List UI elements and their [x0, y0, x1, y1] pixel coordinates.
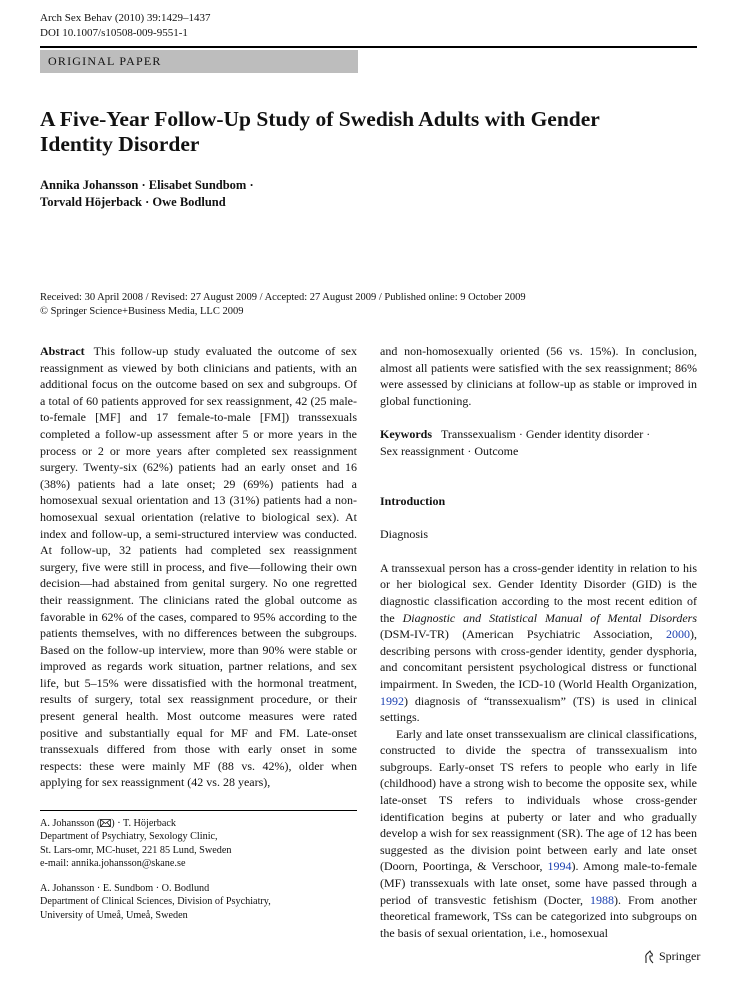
footnote-rule [40, 810, 357, 811]
affiliation-1-author-b: ) · T. Höjerback [111, 818, 176, 829]
diagnosis-subheading: Diagnosis [380, 527, 428, 542]
intro-p1-text-b: (DSM-IV-TR) (American Psychiatric Association, [380, 627, 666, 642]
publisher-name: Springer [659, 949, 701, 963]
springer-horse-icon [643, 950, 655, 964]
article-title [40, 107, 640, 157]
affiliation-1 [40, 817, 357, 871]
intro-p1-text-c: ), describing persons with cross-gender identity, gender dysphoria, and concomitant persistent psychological distress or functional impairment. In Sweden, the ICD-10 (World Health Organization, [380, 627, 697, 691]
title-line-2: Identity Disorder [40, 132, 200, 156]
abstract-heading: Abstract [40, 344, 85, 358]
right-column [380, 343, 697, 941]
article-type-banner: ORIGINAL PAPER [40, 50, 358, 73]
affiliation-2-dept: Department of Clinical Sciences, Division of Psychiatry, [40, 896, 271, 908]
copyright: © Springer Science+Business Media, LLC 2009 [40, 306, 244, 317]
keywords-line-1: Transsexualism · Gender identity disorder · [441, 427, 651, 442]
intro-p2-text-c: ). From another theoretical framework, TSs can be categorized into subgroups on the basis of sexual orientation, i.e., homosexual [380, 892, 697, 940]
left-column [40, 343, 357, 791]
citation-link-1994[interactable]: 1994 [547, 859, 572, 874]
affiliation-1-dept: Department of Psychiatry, Sexology Clinic, [40, 831, 218, 843]
publication-history [40, 291, 700, 319]
envelope-icon [100, 819, 111, 827]
intro-paragraph-2 [380, 726, 697, 942]
received-dates: Received: 30 April 2008 / Revised: 27 August 2009 / Accepted: 27 August 2009 / Published online: 9 October 2009 [40, 292, 526, 303]
citation-link-1992[interactable]: 1992 [380, 693, 404, 708]
affiliation-1-address: St. Lars-omr, MC-huset, 221 85 Lund, Sweden [40, 844, 232, 856]
affiliation-1-author-a: A. Johansson ( [40, 818, 101, 829]
abstract-continuation: and non-homosexually oriented (56 vs. 15%). In conclusion, almost all patients were satisfied with the sex reassignment; 86% were assessed by clinicians at follow-up as stable or improved in global functioning. [380, 344, 697, 408]
abstract-paragraph [40, 343, 357, 791]
affiliation-1-authors [40, 817, 357, 830]
author-list [40, 177, 440, 211]
affiliation-1-email[interactable]: e-mail: annika.johansson@skane.se [40, 858, 186, 870]
abstract-text-left: This follow-up study evaluated the outcome of sex reassignment as viewed by both clinicians and patients, with an additional focus on the outcome based on sex and subgroups. Of a total of 60 patients approved for sex reassignment, 42 (25 male-to-female [MF] and 17 female-to-male [FM]) transsexuals completed a follow-up assessment after 5 or more years in the process or 2 or more years after completed sex reassignment surgery. Twenty-six (62%) patients had an early onset and 16 (38%) patients had a late onset; 29 (69%) patients had a homosexual sexual orientation and 13 (31%) patients had a non-homosexual sexual orientation (relative to biological sex). At index and follow-up, a semi-structured interview was conducted. At follow-up, 32 patients had completed sex reassignment surgery, five were still in process, and five—following their own decision—had abstained from genital surgery. No one regretted their reassignment. The clinicians rated the global outcome as favorable in 62% of the cases, compared to 95% according to the patients themselves, with no differences between the subgroups. Based on the follow-up interview, more than 90% were stable or improved as regards work situation, partner relations, and sex life, but 5–15% were dissatisfied with the hormonal treatment, results of surgery, total sex reassignment procedure, or their present general health. Most outcome measures were rated positive and substantially equal for MF and FM. Late-onset transsexuals differed from those with early onset in some respects: these were mainly MF (88 vs. 42%), older when applying for sex reassignment (42 vs. 28 years), [40, 344, 357, 790]
citation-link-2000[interactable]: 2000 [666, 627, 690, 642]
journal-citation: Arch Sex Behav (2010) 39:1429–1437 [40, 12, 211, 24]
keywords-heading: Keywords [380, 427, 432, 442]
intro-p2-text-b: ). Among male-to-female (MF) transsexuals with late onset, some have passed through a period of transvestic fetishism (Docter, [380, 859, 697, 907]
dsm-title: Diagnostic and Statistical Manual of Mental Disorders [402, 610, 697, 625]
introduction-heading: Introduction [380, 493, 446, 508]
affiliation-2-authors: A. Johansson · E. Sundbom · O. Bodlund [40, 883, 210, 894]
keywords-paragraph [380, 426, 697, 459]
intro-p1-text-d: ) diagnosis of “transsexualism” (TS) is used in clinical settings. [380, 693, 697, 725]
journal-header [40, 11, 210, 41]
header-rule [40, 46, 697, 48]
authors-line-1: Annika Johansson · Elisabet Sundbom · [40, 178, 254, 192]
title-line-1: A Five-Year Follow-Up Study of Swedish Adults with Gender [40, 107, 600, 131]
intro-paragraph-1 [380, 560, 697, 726]
intro-p2-text-a: Early and late onset transsexualism are clinical classifications, constructed to divide the spectra of transsexualism into subgroups. Early-onset TS refers to people who early in life (childhood) have a strong wish to become the opposite sex, while late-onset TS refers to individuals whose cross-gender identification begins at puberty or later and who gradually develop a wish for sex reassignment (SR). The age of 12 has been suggested as the division point between early and late onset (Doorn, Poortinga, & Verschoor, [380, 726, 697, 874]
authors-line-2: Torvald Höjerback · Owe Bodlund [40, 195, 226, 209]
citation-link-1988[interactable]: 1988 [590, 892, 615, 907]
journal-doi: DOI 10.1007/s10508-009-9551-1 [40, 27, 188, 39]
keywords-line-2: Sex reassignment · Outcome [380, 443, 519, 458]
affiliation-2 [40, 882, 357, 922]
intro-p1-text-a: A transsexual person has a cross-gender identity in relation to his or her biological sex. Gender Identity Disorder (GID) is the diagnostic classification according to the most recent edition of the [380, 560, 697, 625]
publisher-logo [643, 949, 700, 964]
affiliation-2-university: University of Umeå, Umeå, Sweden [40, 909, 188, 921]
